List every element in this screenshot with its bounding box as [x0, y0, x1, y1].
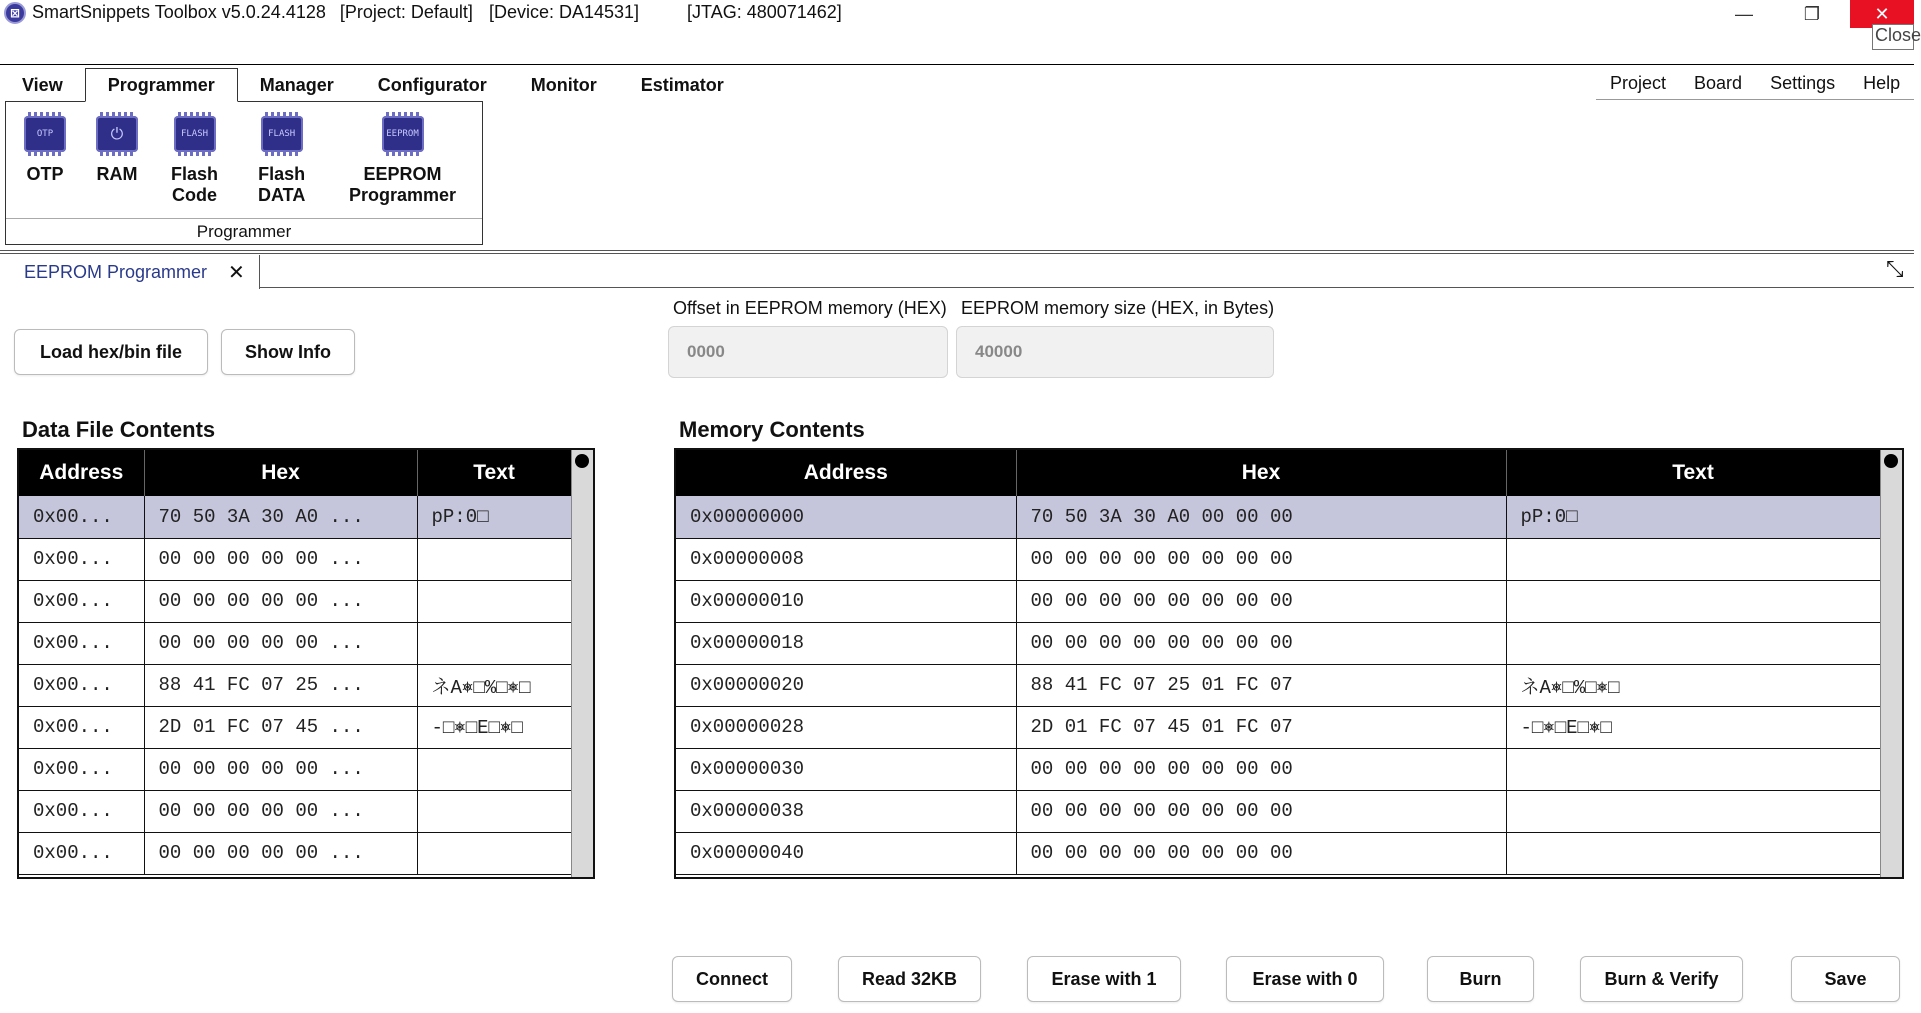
- data-file-header: [19, 450, 571, 496]
- memory-table: [674, 448, 1904, 879]
- table-row[interactable]: [19, 580, 571, 622]
- cell-address: 0x00...: [19, 790, 144, 832]
- table-row[interactable]: [676, 706, 1880, 748]
- table-row[interactable]: [676, 622, 1880, 664]
- doc-tab-label: EEPROM Programmer: [24, 261, 208, 282]
- cell-address: 0x00000040: [676, 832, 1016, 874]
- cell-text: [417, 832, 571, 874]
- save-button[interactable]: Save: [1791, 956, 1900, 1002]
- cell-text: [417, 580, 571, 622]
- cell-text: [1506, 622, 1880, 664]
- ribbon-tabs: [0, 68, 746, 102]
- table-row[interactable]: [19, 538, 571, 580]
- cell-text: [417, 622, 571, 664]
- show-info-button[interactable]: Show Info: [221, 329, 355, 375]
- table-row[interactable]: [19, 748, 571, 790]
- scroll-thumb[interactable]: [575, 454, 589, 468]
- tab-configurator[interactable]: Configurator: [377, 74, 487, 95]
- memory-grid: [676, 450, 1881, 875]
- ribbon-separator: [0, 250, 1914, 254]
- cell-text: ネA⎈□%□⎈□: [417, 664, 571, 706]
- right-menu: [1596, 68, 1914, 100]
- cell-text: [417, 790, 571, 832]
- maximize-button[interactable]: ❐: [1803, 3, 1821, 24]
- close-tooltip: Close: [1872, 24, 1914, 50]
- read-32kb-button[interactable]: Read 32KB: [838, 956, 981, 1002]
- cell-address: 0x00...: [19, 832, 144, 874]
- programmer-panel: [5, 101, 483, 245]
- memory-scrollbar[interactable]: [1880, 450, 1902, 877]
- tab-eeprom-programmer[interactable]: [0, 255, 260, 289]
- cell-address: 0x00...: [19, 706, 144, 748]
- tab-view[interactable]: View: [22, 74, 63, 95]
- cell-hex: 00 00 00 00 00 00 00 00: [1016, 622, 1506, 664]
- cell-address: 0x00...: [19, 622, 144, 664]
- cell-text: [417, 538, 571, 580]
- ram-label: RAM: [96, 164, 138, 184]
- cell-hex: 88 41 FC 07 25 ...: [144, 664, 417, 706]
- cell-address: 0x00...: [19, 580, 144, 622]
- erase-with-1-button[interactable]: Erase with 1: [1027, 956, 1181, 1002]
- menu-project[interactable]: Project: [1610, 73, 1667, 93]
- cell-text: [1506, 832, 1880, 874]
- cell-address: 0x00000030: [676, 748, 1016, 790]
- cell-hex: 70 50 3A 30 A0 ...: [144, 496, 417, 538]
- col-hex[interactable]: Hex: [144, 450, 417, 496]
- cell-hex: 00 00 00 00 00 00 00 00: [1016, 790, 1506, 832]
- cell-address: 0x00...: [19, 748, 144, 790]
- data-file-scrollbar[interactable]: [571, 450, 593, 877]
- table-row[interactable]: [19, 832, 571, 874]
- cell-text: [417, 748, 571, 790]
- menu-help[interactable]: Help: [1863, 73, 1901, 93]
- cell-hex: 00 00 00 00 00 ...: [144, 832, 417, 874]
- burn-button[interactable]: Burn: [1427, 956, 1534, 1002]
- ram-chip-icon: ⏻: [96, 116, 138, 152]
- cell-hex: 00 00 00 00 00 ...: [144, 538, 417, 580]
- close-button[interactable]: ✕: [1850, 0, 1914, 28]
- table-row[interactable]: [676, 832, 1880, 874]
- table-row[interactable]: [19, 622, 571, 664]
- cell-text: -□⎈□E□⎈□: [417, 706, 571, 748]
- menu-board[interactable]: Board: [1694, 73, 1743, 93]
- panel-caption: Programmer: [196, 222, 292, 241]
- cell-address: 0x00000018: [676, 622, 1016, 664]
- cell-hex: 00 00 00 00 00 00 00 00: [1016, 538, 1506, 580]
- cell-hex: 00 00 00 00 00 ...: [144, 622, 417, 664]
- cell-hex: 00 00 00 00 00 00 00 00: [1016, 748, 1506, 790]
- tab-programmer[interactable]: Programmer: [85, 68, 238, 102]
- memsize-input[interactable]: 40000: [956, 326, 1274, 378]
- menu-settings[interactable]: Settings: [1770, 73, 1836, 93]
- offset-input[interactable]: 0000: [668, 326, 948, 378]
- flash-data-chip-icon: FLASH: [261, 116, 303, 152]
- data-file-grid: [19, 450, 572, 875]
- table-row[interactable]: [19, 664, 571, 706]
- data-file-title: Data File Contents: [22, 417, 216, 442]
- offset-label: Offset in EEPROM memory (HEX): [673, 298, 947, 318]
- table-row[interactable]: [676, 496, 1880, 538]
- eeprom-programmer-label: EEPROM Programmer: [349, 164, 457, 205]
- cell-address: 0x00000010: [676, 580, 1016, 622]
- cell-hex: 70 50 3A 30 A0 00 00 00: [1016, 496, 1506, 538]
- title-bar: [0, 0, 1914, 30]
- title-jtag: [JTAG: 480071462]: [687, 1, 842, 22]
- cell-text: [1506, 580, 1880, 622]
- table-row[interactable]: [19, 706, 571, 748]
- flash-code-label: Flash Code: [171, 164, 219, 205]
- cell-text: ネA⎈□%□⎈□: [1506, 664, 1880, 706]
- table-row[interactable]: [676, 790, 1880, 832]
- cell-hex: 00 00 00 00 00 00 00 00: [1016, 580, 1506, 622]
- otp-chip-icon: OTP: [24, 116, 66, 152]
- cell-text: [1506, 748, 1880, 790]
- flash-code-chip-icon: FLASH: [174, 116, 216, 152]
- table-row[interactable]: [19, 496, 571, 538]
- eeprom-chip-icon: EEPROM: [382, 116, 424, 152]
- menu-divider: [0, 64, 1914, 65]
- cell-address: 0x00000038: [676, 790, 1016, 832]
- cell-text: pP:0□: [417, 496, 571, 538]
- app-icon: ⊠: [4, 2, 26, 24]
- otp-label: OTP: [26, 164, 64, 184]
- cell-address: 0x00000000: [676, 496, 1016, 538]
- minimize-button[interactable]: —: [1735, 3, 1753, 24]
- col-address[interactable]: Address: [19, 450, 144, 496]
- cell-address: 0x00000028: [676, 706, 1016, 748]
- table-row[interactable]: [676, 580, 1880, 622]
- tab-monitor[interactable]: Monitor: [530, 74, 597, 95]
- cell-address: 0x00...: [19, 664, 144, 706]
- cell-text: [1506, 538, 1880, 580]
- flash-code-button[interactable]: [171, 116, 218, 206]
- memory-header: [676, 450, 1880, 496]
- otp-button[interactable]: [24, 116, 66, 185]
- table-row[interactable]: [19, 790, 571, 832]
- cell-hex: 2D 01 FC 07 45 01 FC 07: [1016, 706, 1506, 748]
- table-row[interactable]: [676, 538, 1880, 580]
- ram-button[interactable]: [96, 116, 138, 185]
- cell-hex: 88 41 FC 07 25 01 FC 07: [1016, 664, 1506, 706]
- cell-address: 0x00000020: [676, 664, 1016, 706]
- col-hex[interactable]: Hex: [1016, 450, 1506, 496]
- burn-verify-button[interactable]: Burn & Verify: [1580, 956, 1743, 1002]
- col-address[interactable]: Address: [676, 450, 1016, 496]
- cell-text: -□⎈□E□⎈□: [1506, 706, 1880, 748]
- table-row[interactable]: [676, 748, 1880, 790]
- col-text[interactable]: Text: [417, 450, 571, 496]
- flash-data-button[interactable]: [258, 116, 305, 206]
- cell-hex: 00 00 00 00 00 ...: [144, 790, 417, 832]
- load-file-button[interactable]: Load hex/bin file: [14, 329, 208, 375]
- data-file-table: [17, 448, 595, 879]
- restore-icon[interactable]: ⤡: [1886, 256, 1904, 281]
- cell-hex: 00 00 00 00 00 ...: [144, 580, 417, 622]
- cell-hex: 00 00 00 00 00 ...: [144, 748, 417, 790]
- cell-text: pP:0□: [1506, 496, 1880, 538]
- scroll-thumb[interactable]: [1884, 454, 1898, 468]
- col-text[interactable]: Text: [1506, 450, 1880, 496]
- title-app: SmartSnippets Toolbox v5.0.24.4128: [32, 1, 326, 22]
- flash-data-label: Flash DATA: [258, 164, 306, 205]
- close-tab-icon[interactable]: ✕: [228, 261, 245, 284]
- cell-hex: 2D 01 FC 07 45 ...: [144, 706, 417, 748]
- cell-address: 0x00...: [19, 538, 144, 580]
- cell-text: [1506, 790, 1880, 832]
- cell-address: 0x00000008: [676, 538, 1016, 580]
- memsize-label: EEPROM memory size (HEX, in Bytes): [961, 298, 1275, 318]
- table-row[interactable]: [676, 664, 1880, 706]
- erase-with-0-button[interactable]: Erase with 0: [1226, 956, 1384, 1002]
- title-device: [Device: DA14531]: [488, 1, 640, 22]
- cell-address: 0x00...: [19, 496, 144, 538]
- eeprom-programmer-button[interactable]: [349, 116, 456, 206]
- memory-title: Memory Contents: [679, 417, 865, 442]
- tab-manager[interactable]: Manager: [259, 74, 334, 95]
- doc-tab-line: [260, 287, 1914, 288]
- title-project: [Project: Default]: [339, 1, 473, 22]
- connect-button[interactable]: Connect: [672, 956, 792, 1002]
- tab-estimator[interactable]: Estimator: [640, 74, 724, 95]
- cell-hex: 00 00 00 00 00 00 00 00: [1016, 832, 1506, 874]
- panel-divider: [6, 218, 482, 219]
